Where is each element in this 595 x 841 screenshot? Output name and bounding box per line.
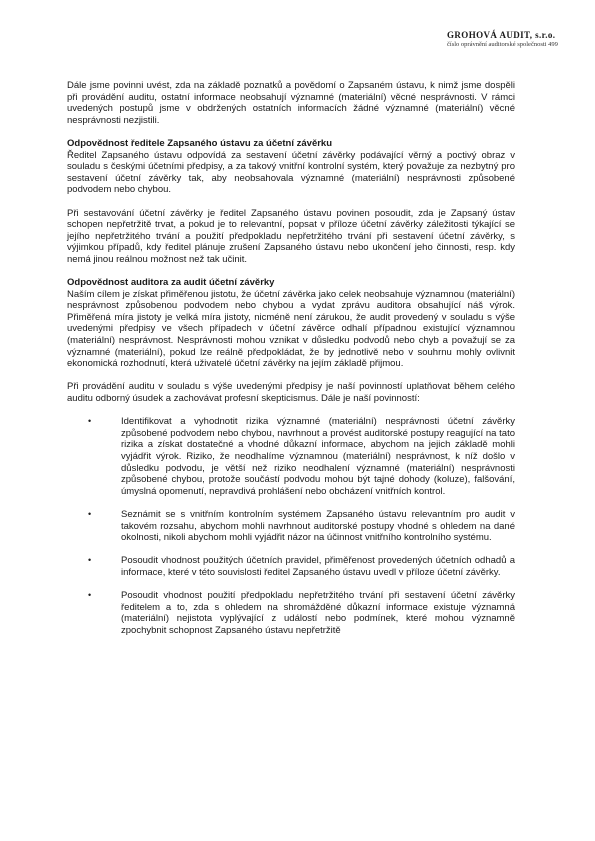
bullet-icon: • (88, 555, 92, 566)
auditor-paragraph-1: Naším cílem je získat přiměřenou jistotu, že účetní závěrka jako celek neobsahuje významnou (materiální) nesprávnost způsobenou podvodem nebo chybou a vydat zprávu auditora obsahující náš výrok. Přiměřená míra jistoty je velká míra jistoty, nicméně není zárukou, že audit provedený v souladu s výše uvedenými předpisy ve všech případech v účetní závěrce odhalí případnou existující významnou (materiální) nesprávnost. Nesprávnosti mohou vznikat v důsledku podvodů nebo chyb a považují se za významné (materiální), pokud lze reálně předpokládat, že by jednotlivě nebo v souhrnu mohly ovlivnit ekonomická rozhodnutí, která uživatelé účetní závěrky na jejím základě přijmou. (67, 288, 515, 370)
body-text (67, 80, 515, 637)
bullet-icon: • (88, 590, 92, 601)
intro-paragraph: Dále jsme povinni uvést, zda na základě poznatků a povědomí o Zapsaném ústavu, k nimž jsme dospěli při provádění auditu, ostatní informace neobsahují významné (materiální) věcné nesprávnosti. V rámci uvedených postupů jsme v obdržených ostatních informacích žádné významné (materiální) věcné nesprávnosti nezjistili. (67, 80, 515, 126)
director-paragraph-1: Ředitel Zapsaného ústavu odpovídá za sestavení účetní závěrky podávající věrný a poctivý obraz v souladu s českými účetními předpisy, a za takový vnitřní kontrolní systém, který považuje za nezbytný pro sestavení účetní závěrky tak, aby neobsahovala významné (materiální) nesprávnosti způsobené podvodem nebo chybou. (67, 149, 515, 196)
firm-name: GROHOVÁ AUDIT, s.r.o. (447, 30, 556, 40)
auditor-duties-list (67, 416, 515, 636)
list-item (88, 590, 515, 636)
list-item (88, 555, 515, 578)
bullet-icon: • (88, 508, 92, 519)
list-item-text: Seznámit se s vnitřním kontrolním systémem Zapsaného ústavu relevantním pro audit v takovém rozsahu, abychom mohli navrhnout auditorské postupy vhodné s ohledem na dané okolnosti, nikoli abychom mohli vyjádřit názor na účinnost vnitřního kontrolního systému. (121, 508, 515, 544)
bullet-icon: • (88, 416, 92, 427)
list-item (88, 416, 515, 497)
section-heading-director: Odpovědnost ředitele Zapsaného ústavu za účetní závěrku (67, 137, 333, 149)
list-item-text: Identifikovat a vyhodnotit rizika významné (materiální) nesprávnosti účetní závěrky způsobené podvodem nebo chybou, navrhnout a provést auditorské postupy reagující na tato rizika a získat dostatečné a vhodné důkazní informace, abychom na jejich základě mohli vyjádřit výrok. Riziko, že neodhalíme významnou (materiální) nesprávnost, k níž došlo v důsledku podvodu, je větší než riziko neodhalení významné (materiální) nesprávnosti způsobené chybou, protože součástí podvodu mohou být tajné dohody (koluze), falšování, úmyslná opomenutí, nepravdivá prohlášení nebo obcházení vnitřních kontrol. (121, 416, 515, 497)
section-heading-auditor: Odpovědnost auditora za audit účetní závěrky (67, 277, 275, 289)
list-item-text: Posoudit vhodnost použití předpokladu nepřetržitého trvání při sestavení účetní závěrky ředitelem a to, zda s ohledem na shromážděné důkazní informace existuje významná (materiální) nejistota vyplývající z událostí nebo podmínek, které mohou významně zpochybnit schopnost Zapsaného ústavu nepřetržitě (121, 590, 515, 636)
list-item-text: Posoudit vhodnost použitých účetních pravidel, přiměřenost provedených účetních odhadů a informace, které v této souvislosti ředitel Zapsaného ústavu uvedl v příloze účetní závěrky. (121, 555, 515, 578)
director-paragraph-2: Při sestavování účetní závěrky je ředitel Zapsaného ústavu povinen posoudit, zda je Zapsaný ústav schopen nepřetržitě trvat, a pokud je to relevantní, popsat v příloze účetní závěrky záležitosti týkající se jejího nepřetržitého trvání a použití předpokladu nepřetržitého trvání při sestavení účetní závěrky, s výjimkou případů, kdy ředitel plánuje zrušení Zapsaného ústavu nebo ukončení jeho činnosti, resp. kdy nemá jinou reálnou možnost než tak učinit. (67, 207, 515, 265)
letterhead (447, 30, 567, 48)
list-item (88, 509, 515, 544)
firm-license: číslo oprávnění auditorské společnosti 499 (447, 41, 558, 48)
auditor-paragraph-2: Při provádění auditu v souladu s výše uvedenými předpisy je naší povinností uplatňovat během celého auditu odborný úsudek a zachovávat profesní skepticismus. Dále je naší povinností: (67, 381, 515, 405)
